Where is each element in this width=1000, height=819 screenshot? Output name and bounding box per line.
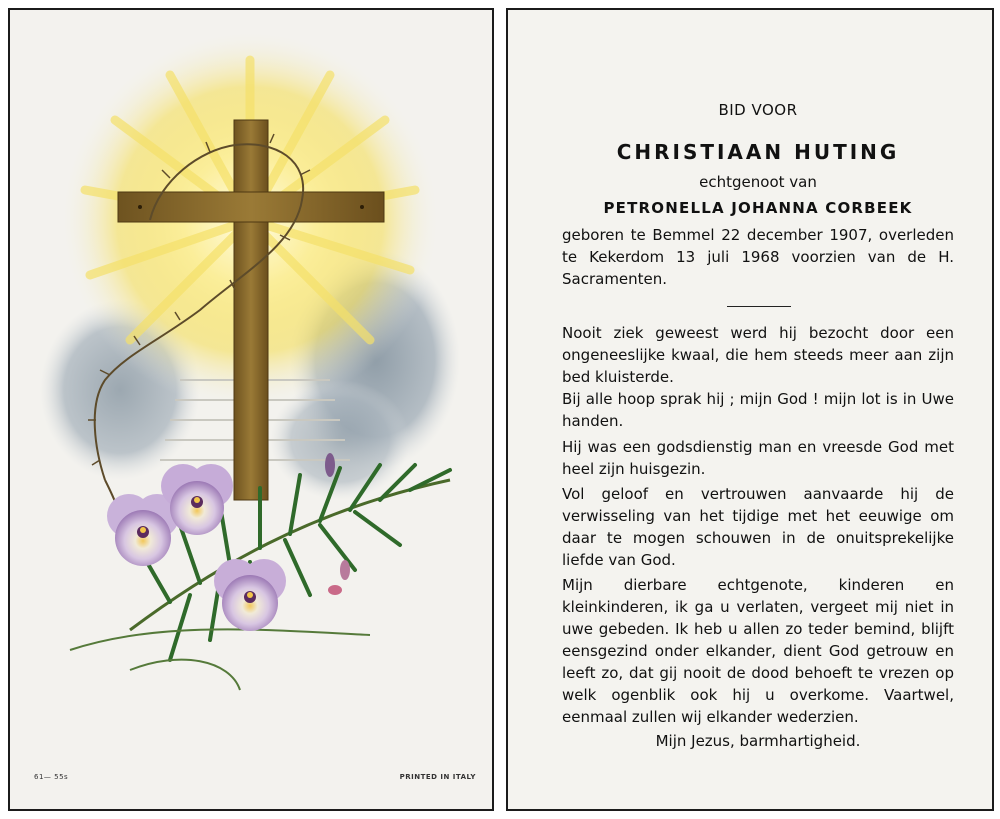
spouse-of-label: echtgenoot van xyxy=(699,173,817,191)
devotional-illustration xyxy=(10,10,492,809)
paragraph: Nooit ziek geweest werd hij bezocht door een ongeneeslijke kwaal, die hem steeds meer aan zijn bed kluisterde. xyxy=(562,324,954,386)
paragraph: Vol geloof en vertrouwen aanvaarde hij de verwisseling van het tijdige met het eeuwige om daar te mogen schouwen in de onuitsprekelijke liefde van God. xyxy=(562,485,954,569)
printed-in-label: PRINTED IN ITALY xyxy=(399,773,476,781)
birth-death-paragraph: geboren te Bemmel 22 december 1907, overleden te Kekerdom 13 juli 1968 voorzien van de H. Sacramenten. xyxy=(562,226,954,288)
paragraph: Hij was een godsdienstig man en vreesde God met heel zijn huisgezin. xyxy=(562,438,954,478)
paragraph: Bij alle hoop sprak hij ; mijn God ! mijn lot is in Uwe handen. xyxy=(562,390,954,430)
memorial-card-back xyxy=(506,8,994,811)
heading: BID VOOR xyxy=(718,101,798,119)
paragraph: Mijn dierbare echtgenote, kinderen en kleinkinderen, ik ga u verlaten, vergeet mij niet in uwe gebeden. Ik heb u allen zo teder bemind, blijft eensgezind onder elkander, dient God getrouw en leeft zo, dat gij nooit de dood behoeft te vrezen op welk ogenblik ook hij u overkome. Vaartwel, eenmaal zullen wij elkander wederzien. xyxy=(562,576,954,726)
deceased-name: CHRISTIAAN HUTING xyxy=(616,140,900,164)
memorial-card-front xyxy=(8,8,494,811)
card-code: 61— 55s xyxy=(34,773,69,781)
spouse-name: PETRONELLA JOHANNA CORBEEK xyxy=(603,199,913,217)
divider xyxy=(727,306,791,307)
closing-prayer: Mijn Jezus, barmhartigheid. xyxy=(655,732,861,750)
